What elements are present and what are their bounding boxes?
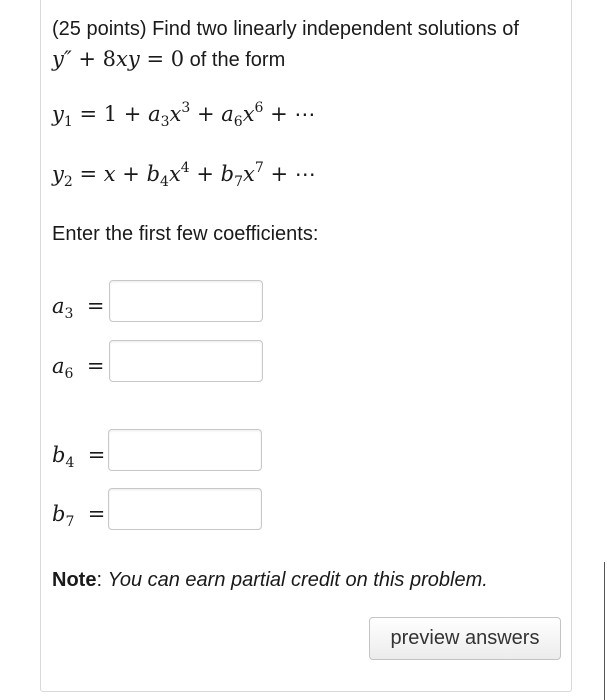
- ode-plus: + 8: [78, 47, 117, 71]
- y1-x-sup: 3: [181, 100, 191, 116]
- coef-sub: 7: [65, 514, 75, 530]
- coef-equals: =: [86, 294, 105, 318]
- coef-equals: =: [87, 502, 106, 526]
- y2-x: x: [168, 162, 181, 186]
- series-y1: [52, 100, 316, 130]
- coef-input-a3[interactable]: [109, 280, 263, 322]
- ode-lhs: y″: [52, 47, 72, 71]
- problem-line-2: [52, 44, 519, 75]
- coef-equals: =: [87, 443, 106, 467]
- coef-sub: 3: [64, 306, 74, 322]
- y1-coef-b: a: [221, 102, 234, 126]
- y2-sub: 2: [63, 174, 73, 190]
- y2-x2: x: [243, 162, 255, 186]
- coef-letter: b: [52, 443, 66, 467]
- instructions-text: Enter the first few coefficients:: [52, 223, 319, 245]
- note-text: You can earn partial credit on this problem.: [107, 569, 488, 591]
- y2-var: y: [52, 162, 64, 186]
- window-edge: [604, 562, 605, 700]
- y1-coef-b-sub: 6: [233, 114, 243, 130]
- coef-label-b7: [52, 502, 106, 530]
- prompt-suffix: of the form: [189, 49, 286, 71]
- y1-x2-sup: 6: [254, 100, 264, 116]
- y2-coef-b: b: [220, 162, 235, 186]
- y2-plus: +: [189, 162, 221, 186]
- y2-coef-a: b: [146, 162, 161, 186]
- coef-equals: =: [86, 354, 105, 378]
- note-colon: :: [96, 569, 103, 591]
- coef-label-b4: [52, 443, 106, 471]
- coef-letter: a: [52, 294, 65, 318]
- ode-term: xy: [116, 47, 140, 71]
- y1-coef-a: a: [148, 102, 161, 126]
- y1-sub: 1: [63, 114, 73, 130]
- y2-plus0: +: [115, 162, 147, 186]
- y1-x2: x: [242, 102, 255, 126]
- preview-answers-button[interactable]: preview answers: [369, 617, 561, 660]
- y2-coef-b-sub: 7: [234, 174, 244, 190]
- y2-x0: x: [103, 162, 116, 186]
- partial-credit-note: [52, 569, 488, 592]
- coef-label-a3: [52, 294, 105, 322]
- y1-plus: +: [190, 102, 222, 126]
- points-label: (25 points): [52, 18, 147, 40]
- problem-statement: [52, 14, 519, 75]
- coef-letter: a: [52, 354, 65, 378]
- note-label: Note: [52, 569, 97, 591]
- y1-var: y: [52, 102, 64, 126]
- y1-coef-a-sub: 3: [160, 114, 170, 130]
- ode-equation: [52, 47, 184, 71]
- series-y2: [52, 160, 316, 190]
- y2-tail: + ⋯: [263, 162, 316, 186]
- coef-input-b7[interactable]: [108, 488, 262, 530]
- coef-sub: 6: [64, 366, 74, 382]
- y2-coef-a-sub: 4: [160, 174, 169, 190]
- coef-sub: 4: [65, 455, 75, 471]
- y1-tail: + ⋯: [263, 102, 316, 126]
- y1-rhs: = 1 +: [79, 102, 149, 126]
- y2-x-sup: 4: [180, 160, 190, 176]
- coef-input-b4[interactable]: [108, 429, 262, 471]
- prompt-text: Find two linearly independent solutions of: [152, 18, 519, 40]
- coef-letter: b: [52, 502, 66, 526]
- problem-line-1: [52, 14, 519, 44]
- coef-label-a6: [52, 354, 105, 382]
- y2-x2-sup: 7: [254, 160, 264, 176]
- coef-input-a6[interactable]: [109, 340, 263, 382]
- y1-x: x: [169, 102, 182, 126]
- y2-rhs: =: [79, 162, 104, 186]
- ode-equals: = 0: [146, 47, 185, 71]
